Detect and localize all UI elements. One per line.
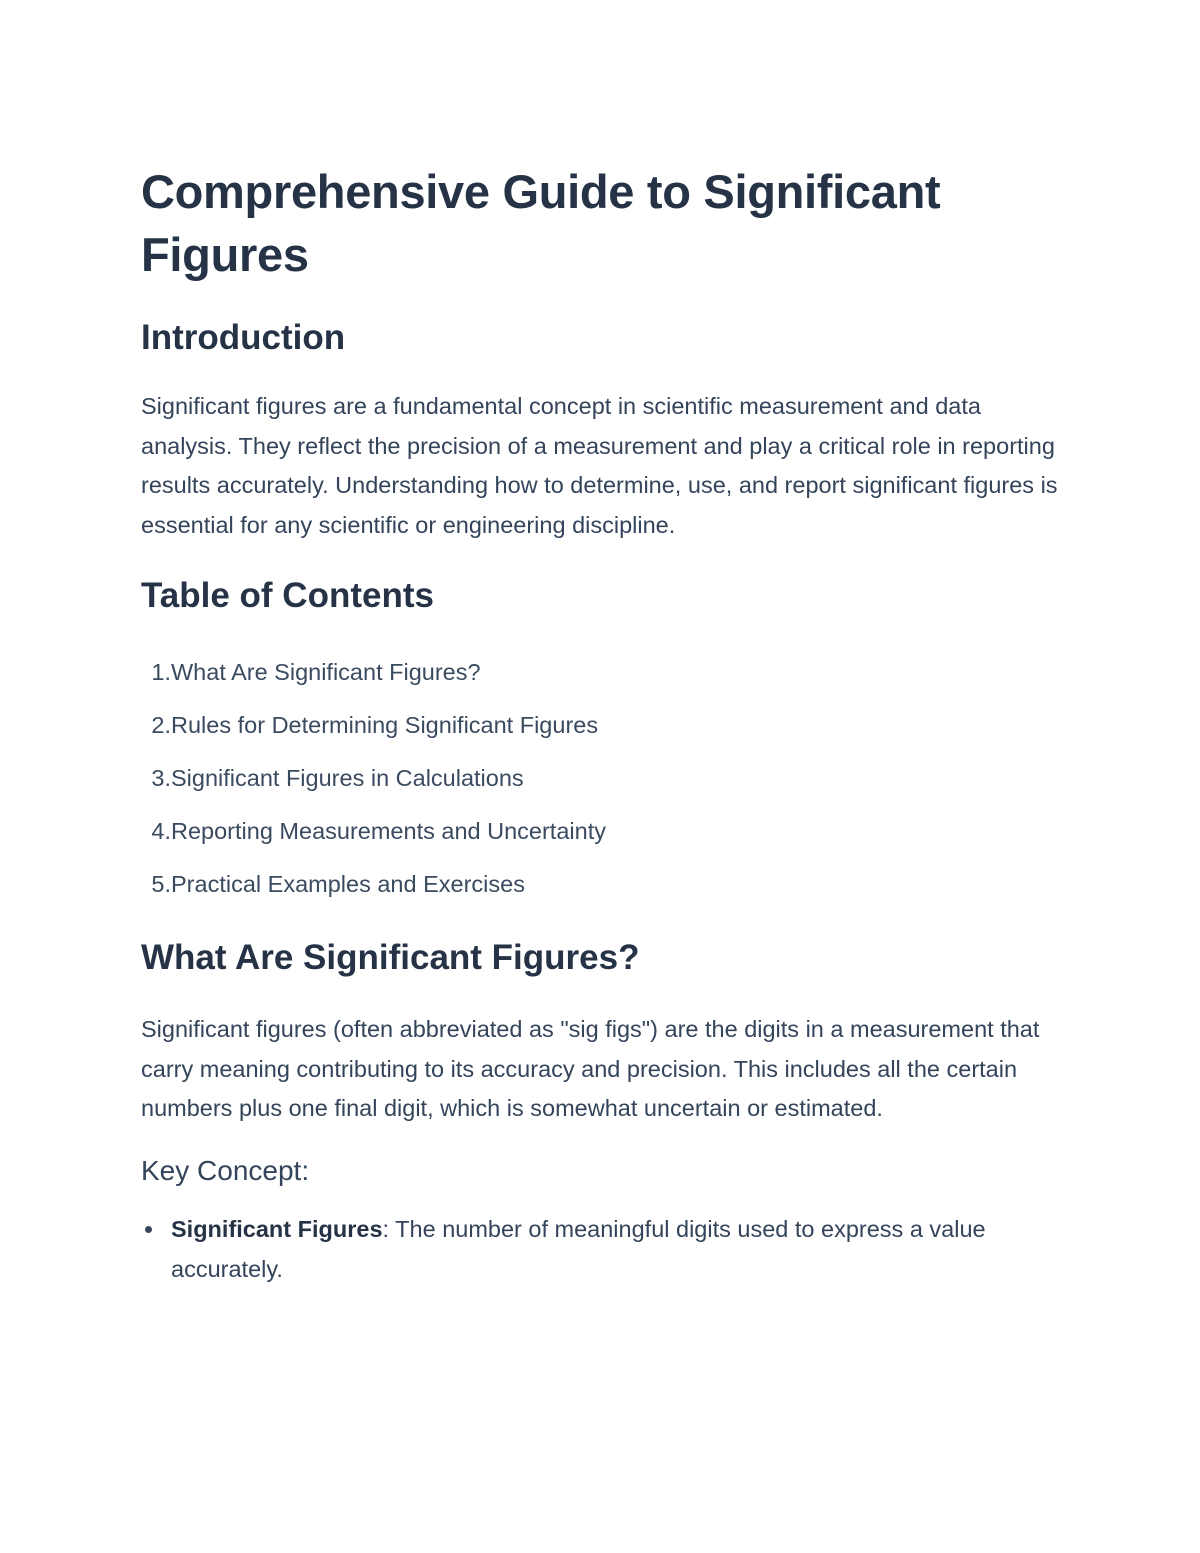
document-page <box>141 160 1071 1289</box>
introduction-heading: Introduction <box>141 318 346 357</box>
toc-item <box>141 805 1071 858</box>
toc-item-number: 4. <box>151 818 171 844</box>
toc-item-label: Practical Examples and Exercises <box>171 871 525 897</box>
introduction-paragraph: Significant figures are a fundamental concept in scientific measurement and data analysis. They reflect the precision of a measurement and play a critical role in reporting results accurately. Understanding how to determine, use, and report significant figures is essential for any scientific or engineering discipline. <box>141 393 1058 538</box>
key-concept-heading: Key Concept: <box>141 1154 310 1186</box>
toc-item-label: What Are Significant Figures? <box>171 659 481 685</box>
what-are-paragraph: Significant figures (often abbreviated as "sig figs") are the digits in a measurement that carry meaning contributing to its accuracy and precision. This includes all the certain numbers plus one final digit, which is somewhat uncertain or estimated. <box>141 1016 1040 1121</box>
toc-item <box>141 858 1071 911</box>
toc-list <box>141 646 1071 911</box>
toc-item-label: Significant Figures in Calculations <box>171 765 524 791</box>
toc-item <box>141 646 1071 699</box>
document-title: Comprehensive Guide to Significant Figures <box>141 165 941 281</box>
what-are-heading: What Are Significant Figures? <box>141 938 640 977</box>
toc-item <box>141 699 1071 752</box>
toc-item-number: 5. <box>151 871 171 897</box>
toc-item-number: 2. <box>151 712 171 738</box>
bullet-icon <box>145 1226 152 1233</box>
concept-definition: : The number of meaningful digits used to express a value accurately. <box>171 1215 986 1282</box>
toc-item <box>141 752 1071 805</box>
key-concept-list <box>141 1209 1071 1289</box>
list-item <box>141 1209 1071 1289</box>
toc-item-label: Reporting Measurements and Uncertainty <box>171 818 606 844</box>
toc-item-label: Rules for Determining Significant Figures <box>171 712 599 738</box>
toc-item-number: 1. <box>151 659 171 685</box>
toc-item-number: 3. <box>151 765 171 791</box>
toc-heading: Table of Contents <box>141 576 434 615</box>
concept-term: Significant Figures <box>171 1215 383 1242</box>
